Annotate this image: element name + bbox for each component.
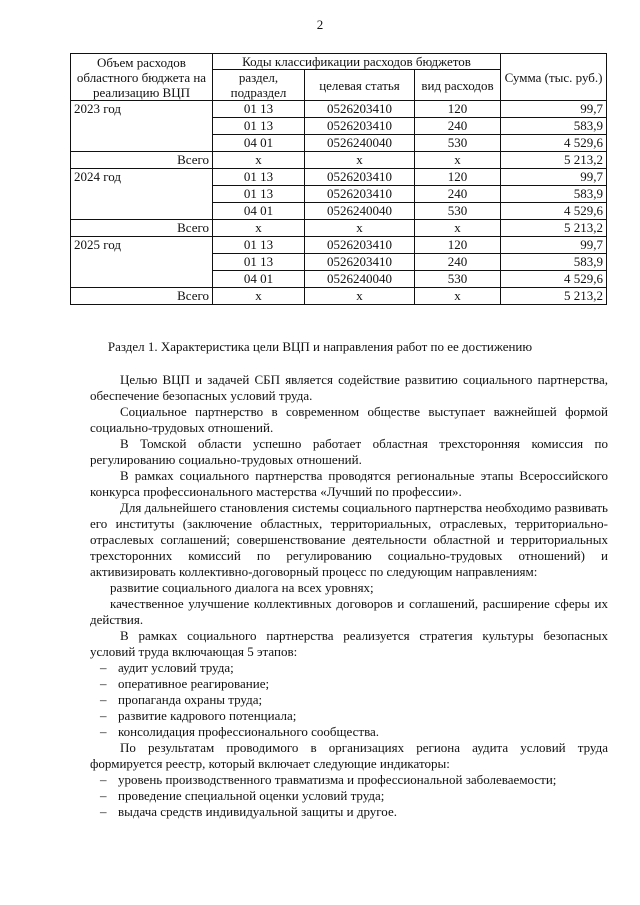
expense-type-cell: 240	[415, 186, 501, 203]
expense-type-cell: 530	[415, 203, 501, 220]
expense-type-cell: 240	[415, 118, 501, 135]
list-item-text: аудит условий труда;	[118, 660, 234, 675]
sum-cell: 99,7	[501, 169, 607, 186]
paragraph: В рамках социального партнерства реализуется стратегия культуры безопасных условий труда включающая 5 этапов:	[90, 628, 608, 659]
paragraph: В Томской области успешно работает областная трехсторонняя комиссия по регулированию социально-трудовых отношений.	[90, 436, 608, 467]
table-row	[71, 271, 607, 288]
target-article-cell: 0526203410	[305, 237, 415, 254]
budget-table	[70, 53, 607, 305]
year-cell	[71, 203, 213, 220]
indicator-item	[90, 788, 608, 804]
paragraph: качественное улучшение коллективных договоров и соглашений, расширение сферы их действия.	[90, 596, 608, 627]
header-expenditure-volume: Объем расходов областного бюджета на реализацию ВЦП	[71, 54, 213, 101]
header-sum: Сумма (тыс. руб.)	[501, 54, 607, 101]
razdel-cell: 01 13	[213, 118, 305, 135]
total-label-cell: Всего	[71, 288, 213, 305]
dash-marker: –	[100, 692, 107, 707]
expense-type-cell: х	[415, 152, 501, 169]
page-number: 2	[316, 17, 324, 32]
razdel-cell: 01 13	[213, 254, 305, 271]
total-row	[71, 288, 607, 305]
year-cell: 2024 год	[71, 169, 213, 186]
header-razdel: раздел, подраздел	[213, 70, 305, 101]
sum-cell: 4 529,6	[501, 135, 607, 152]
expense-type-cell: 120	[415, 169, 501, 186]
table-row	[71, 237, 607, 254]
list-item-text: пропаганда охраны труда;	[118, 692, 263, 707]
expense-type-cell: 120	[415, 101, 501, 118]
table-row	[71, 254, 607, 271]
razdel-cell: 04 01	[213, 271, 305, 288]
stages-list	[90, 660, 608, 740]
sum-cell: 583,9	[501, 118, 607, 135]
sum-cell: 4 529,6	[501, 271, 607, 288]
header-target-article: целевая статья	[305, 70, 415, 101]
target-article-cell: х	[305, 288, 415, 305]
expense-type-cell: х	[415, 288, 501, 305]
total-label-cell: Всего	[71, 220, 213, 237]
dash-marker: –	[100, 660, 107, 675]
sum-cell: 99,7	[501, 101, 607, 118]
table-row	[71, 203, 607, 220]
target-article-cell: 0526240040	[305, 135, 415, 152]
paragraph: развитие социального диалога на всех уровнях;	[110, 580, 374, 595]
header-expense-type: вид расходов	[415, 70, 501, 101]
table-row	[71, 101, 607, 118]
razdel-cell: х	[213, 220, 305, 237]
dash-marker: –	[100, 788, 107, 803]
list-item-text: уровень производственного травматизма и профессиональной заболеваемости;	[118, 772, 557, 787]
list-item-text: консолидация профессионального сообщества.	[118, 724, 380, 739]
dash-marker: –	[100, 804, 107, 819]
sum-cell: 99,7	[501, 237, 607, 254]
dash-marker: –	[100, 724, 107, 739]
razdel-cell: 04 01	[213, 135, 305, 152]
target-article-cell: 0526203410	[305, 101, 415, 118]
target-article-cell: 0526203410	[305, 118, 415, 135]
table-row	[71, 186, 607, 203]
paragraph: По результатам проводимого в организациях региона аудита условий труда формируется реестр, который включает следующие индикаторы:	[90, 740, 608, 771]
stage-item	[90, 692, 608, 708]
dash-marker: –	[100, 676, 107, 691]
total-sum-cell: 5 213,2	[501, 220, 607, 237]
paragraph: В рамках социального партнерства проводятся региональные этапы Всероссийского конкурса профессионального мастерства «Лучший по профессии».	[90, 468, 608, 499]
target-article-cell: 0526203410	[305, 186, 415, 203]
list-item-text: выдача средств индивидуальной защиты и другое.	[118, 804, 397, 819]
stage-item	[90, 708, 608, 724]
indicator-item	[90, 772, 608, 788]
paragraph: Социальное партнерство в современном обществе выступает важнейшей формой социально-трудовых отношений.	[90, 404, 608, 435]
sum-cell: 583,9	[501, 254, 607, 271]
sum-cell: 583,9	[501, 186, 607, 203]
paragraph: Для дальнейшего становления системы социального партнерства необходимо развивать его институты (заключение областных, территориальных, отраслевых, территориально-отраслевых соглашений; совершенствование деятельности областной и территориальных трехсторонних комиссий по регулированию социально-трудовых отношений) и активизировать коллективно-договорный процесс по следующим направлениям:	[90, 500, 608, 579]
razdel-cell: 01 13	[213, 169, 305, 186]
expense-type-cell: 530	[415, 135, 501, 152]
dash-marker: –	[100, 772, 107, 787]
header-classification-codes: Коды классификации расходов бюджетов	[213, 54, 501, 70]
section-title: Раздел 1. Характеристика цели ВЦП и направления работ по ее достижению	[107, 339, 533, 354]
total-sum-cell: 5 213,2	[501, 288, 607, 305]
total-label-cell: Всего	[71, 152, 213, 169]
target-article-cell: 0526203410	[305, 169, 415, 186]
expense-type-cell: х	[415, 220, 501, 237]
expense-type-cell: 120	[415, 237, 501, 254]
year-cell	[71, 118, 213, 135]
razdel-cell: 01 13	[213, 237, 305, 254]
table-row	[71, 118, 607, 135]
expense-type-cell: 530	[415, 271, 501, 288]
target-article-cell: 0526240040	[305, 203, 415, 220]
target-article-cell: х	[305, 152, 415, 169]
razdel-cell: 04 01	[213, 203, 305, 220]
table-body	[71, 101, 607, 305]
target-article-cell: 0526240040	[305, 271, 415, 288]
indicator-item	[90, 804, 608, 820]
total-row	[71, 220, 607, 237]
razdel-cell: 01 13	[213, 186, 305, 203]
total-row	[71, 152, 607, 169]
stage-item	[90, 660, 608, 676]
list-item-text: развитие кадрового потенциала;	[118, 708, 297, 723]
razdel-cell: х	[213, 288, 305, 305]
section-text	[90, 372, 608, 820]
dash-marker: –	[100, 708, 107, 723]
year-cell: 2025 год	[71, 237, 213, 254]
list-item-text: оперативное реагирование;	[118, 676, 270, 691]
stage-item	[90, 724, 608, 740]
table-row	[71, 169, 607, 186]
year-cell	[71, 271, 213, 288]
expense-type-cell: 240	[415, 254, 501, 271]
year-cell	[71, 135, 213, 152]
year-cell	[71, 186, 213, 203]
indicators-list	[90, 772, 608, 820]
razdel-cell: 01 13	[213, 101, 305, 118]
target-article-cell: 0526203410	[305, 254, 415, 271]
list-item-text: проведение специальной оценки условий труда;	[118, 788, 385, 803]
target-article-cell: х	[305, 220, 415, 237]
sum-cell: 4 529,6	[501, 203, 607, 220]
paragraph: Целью ВЦП и задачей СБП является содействие развитию социального партнерства, обеспечение безопасных условий труда.	[90, 372, 608, 403]
stage-item	[90, 676, 608, 692]
razdel-cell: х	[213, 152, 305, 169]
year-cell	[71, 254, 213, 271]
year-cell: 2023 год	[71, 101, 213, 118]
total-sum-cell: 5 213,2	[501, 152, 607, 169]
table-row	[71, 135, 607, 152]
